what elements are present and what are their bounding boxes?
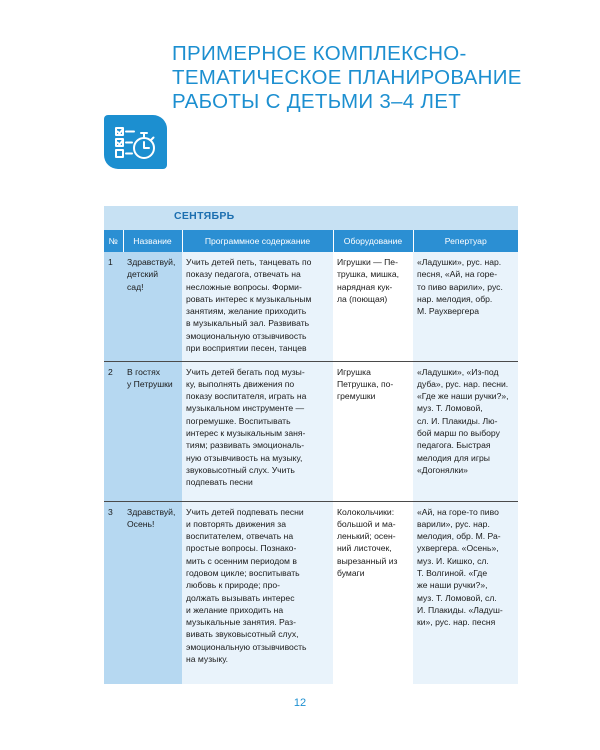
column-header-number: № (104, 230, 123, 252)
text-line: нар. мелодия, обр. (417, 293, 493, 304)
text-line: любовь к природе; про- (186, 580, 280, 591)
text-line: вырезанный из (337, 555, 398, 566)
equipment (333, 252, 413, 361)
repertoire (413, 252, 518, 361)
text-line: ную отзывчивость на музыку, (186, 452, 303, 463)
text-line: показу педагога, отвечать на (186, 269, 301, 280)
text-line: ний листочек, (337, 543, 392, 554)
text-line: муз. Т. Ломовой, (417, 403, 483, 414)
text-line: «Догонялки» (417, 464, 468, 475)
checklist-stopwatch-icon (104, 115, 167, 169)
text-line: простые вопросы. Познако- (186, 543, 297, 554)
text-line: мелодия, обр. М. Ра- (417, 531, 501, 542)
text-line: музыкальные занятия. Раз- (186, 617, 296, 628)
title-line: ПРИМЕРНОЕ КОМПЛЕКСНО- (172, 42, 467, 65)
lesson-name (123, 361, 182, 501)
text-line: М. Раухвергера (417, 306, 479, 317)
lesson-name (123, 501, 182, 684)
table-row (104, 501, 518, 684)
text-line: интерес к музыкальным заня- (186, 427, 306, 438)
title-line: ТЕМАТИЧЕСКОЕ ПЛАНИРОВАНИЕ (172, 66, 522, 89)
text-line: ухвергера. «Осень», (417, 543, 499, 554)
text-line: вивать звуковысотный слух, (186, 629, 299, 640)
page-number: 12 (293, 697, 307, 709)
text-line: подпевать песни (186, 477, 253, 488)
text-line: ла (поющая) (337, 293, 388, 304)
text-line: сад! (127, 281, 144, 292)
text-line: гремушки (337, 391, 376, 402)
text-line: Петрушка, по- (337, 378, 394, 389)
row-number: 3 (104, 501, 123, 684)
month-label: СЕНТЯБРЬ (104, 206, 518, 230)
text-line: Осень! (127, 518, 155, 529)
text-line: сл. И. Плакиды. Лю- (417, 415, 498, 426)
text-line: и желание приходить на (186, 604, 284, 615)
text-line: ровать интерес к музыкальным (186, 293, 312, 304)
text-line: педагога. Быстрая (417, 440, 491, 451)
text-line: песня, «Ай, на горе- (417, 269, 498, 280)
text-line: «Ладушки», рус. нар. (417, 257, 502, 267)
text-line: воспитателем, отвечать на (186, 531, 294, 542)
text-line: Учить детей подпевать песни (186, 506, 304, 517)
text-line: же наши ручки?», (417, 580, 488, 591)
text-line: несложные вопросы. Форми- (186, 281, 302, 292)
text-line: большой и ма- (337, 518, 396, 529)
text-line: «Ладушки», «Из-под (417, 366, 499, 377)
text-line: И. Плакиды. «Ладуш- (417, 604, 503, 615)
text-line: муз. И. Кишко, сл. (417, 555, 489, 566)
text-line: Учить детей петь, танцевать по (186, 257, 312, 267)
text-line: должать вызывать интерес (186, 592, 295, 603)
text-line: варили», рус. нар. (417, 518, 490, 529)
text-line: ки», рус. нар. песня (417, 617, 496, 628)
text-line: на музыку. (186, 654, 229, 665)
text-line: В гостях (127, 366, 161, 377)
text-line: Здравствуй, (127, 257, 176, 267)
text-line: детский (127, 269, 159, 280)
title-line: РАБОТЫ С ДЕТЬМИ 3–4 ЛЕТ (172, 90, 462, 113)
table-header (104, 230, 518, 252)
text-line: муз. Т. Ломовой, сл. (417, 592, 497, 603)
text-line: трушка, мишка, (337, 269, 400, 280)
page-title (172, 42, 572, 114)
text-line: тиям; развивать эмоциональ- (186, 440, 305, 451)
text-line: Т. Волгиной. «Где (417, 567, 488, 578)
text-line: нарядная кук- (337, 281, 393, 292)
text-line: показу воспитателя, играть на (186, 391, 307, 402)
text-line: годовом цикле; воспитывать (186, 567, 300, 578)
text-line: то пиво варили», рус. (417, 281, 503, 292)
row-number: 1 (104, 252, 123, 361)
row-number: 2 (104, 361, 123, 501)
text-line: Колокольчики: (337, 506, 395, 517)
program-content (182, 252, 333, 361)
text-line: эмоциональную отзывчивость (186, 330, 307, 341)
table-row (104, 361, 518, 501)
text-line: ку, выполнять движения по (186, 378, 295, 389)
text-line: дуба», рус. нар. песни. (417, 378, 509, 389)
table-row (104, 252, 518, 361)
text-line: «Ай, на горе-то пиво (417, 506, 499, 517)
column-header-repertoire: Репертуар (413, 230, 518, 252)
equipment (333, 501, 413, 684)
repertoire (413, 361, 518, 501)
equipment (333, 361, 413, 501)
text-line: и повторять движения за (186, 518, 286, 529)
text-line: звуковысотный слух. Учить (186, 464, 295, 475)
program-content (182, 361, 333, 501)
text-line: в музыкальный зал. Развивать (186, 318, 310, 329)
column-header-equipment: Оборудование (333, 230, 413, 252)
column-header-name: Название (123, 230, 182, 252)
column-header-program: Программное содержание (182, 230, 333, 252)
text-line: занятиям, желание приходить (186, 306, 307, 317)
text-line: ленький; осен- (337, 531, 396, 542)
text-line: «Где же наши ручки?», (417, 391, 509, 402)
text-line: бой марш по выбору (417, 427, 500, 438)
text-line: Здравствуй, (127, 506, 176, 517)
text-line: эмоциональную отзывчивость (186, 641, 307, 652)
text-line: Игрушка (337, 366, 371, 377)
planning-table (104, 206, 518, 684)
text-line: погремушке. Воспитывать (186, 415, 291, 426)
text-line: Учить детей бегать под музы- (186, 366, 305, 377)
text-line: у Петрушки (127, 378, 173, 389)
month-row (104, 206, 518, 230)
section-badge (104, 115, 167, 169)
program-content (182, 501, 333, 684)
repertoire (413, 501, 518, 684)
text-line: музыкальном инструменте — (186, 403, 305, 414)
lesson-name (123, 252, 182, 361)
text-line: бумаги (337, 567, 365, 578)
text-line: мелодия для игры (417, 452, 490, 463)
text-line: Игрушки — Пе- (337, 257, 398, 267)
text-line: при восприятии песен, танцев (186, 343, 307, 354)
text-line: мить с осенним периодом в (186, 555, 297, 566)
